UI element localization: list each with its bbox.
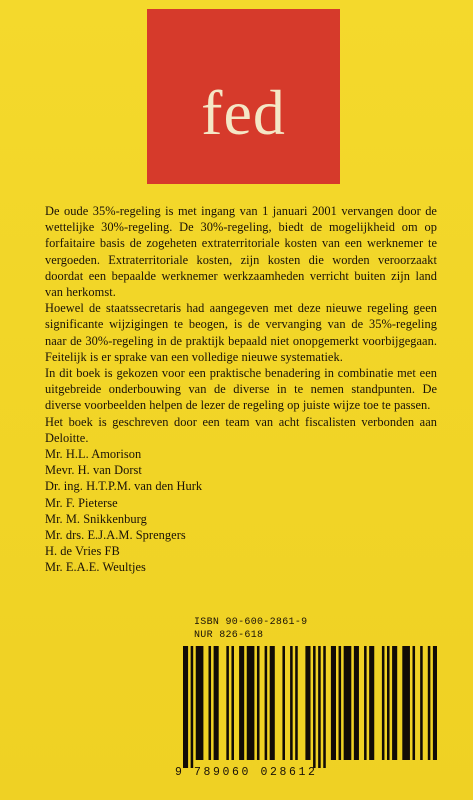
barcode-bar <box>305 646 310 760</box>
barcode-bar <box>344 646 352 760</box>
barcode-bar <box>247 646 255 760</box>
author-name: Dr. ing. H.T.P.M. van den Hurk <box>45 479 203 494</box>
barcode-number: 9 789060 028612 <box>175 766 318 779</box>
nur-code: NUR 826-618 <box>194 630 264 641</box>
barcode-bar <box>209 646 212 760</box>
barcode-bar <box>331 646 336 760</box>
barcode-bar <box>354 646 359 760</box>
barcode-bar <box>239 646 244 760</box>
barcode-bar <box>196 646 204 760</box>
barcode-bar <box>183 646 188 768</box>
barcode-bar <box>231 646 234 760</box>
barcode-bars <box>175 646 437 768</box>
paragraph-4: Het boek is geschreven door een team van acht fiscalisten verbonden aan Deloitte. <box>45 414 437 445</box>
barcode-bar <box>282 646 285 760</box>
isbn-number: ISBN 90-600-2861-9 <box>194 617 308 628</box>
barcode-bar <box>318 646 321 768</box>
barcode-bar <box>420 646 423 760</box>
author-name: Mr. H.L. Amorison <box>45 447 142 462</box>
author-list <box>45 446 437 576</box>
paragraph-1: De oude 35%-regeling is met ingang van 1 januari 2001 vervangen door de wettelijke 30%-regeling. De 30%-regeling, biedt de mogelijkheid om op forfaitaire basis de zogeheten extraterritoriale kosten van een werknemer te vergoeden. Extraterritoriale kosten, zijn kosten die worden veroorzaakt doordat een bepaalde werknemer werkzaamheden verricht buiten zijn land van herkomst. <box>45 204 437 300</box>
barcode-bar <box>339 646 342 760</box>
author-name: H. de Vries FB <box>45 544 120 559</box>
barcode-bar <box>313 646 316 768</box>
barcode-bar <box>226 646 229 760</box>
barcode-bar <box>323 646 326 768</box>
paragraph-3: In dit boek is gekozen voor een praktische benadering in combinatie met een uitgebreide onderbouwing van de diverse in te nemen standpunten. De diverse voorbeelden helpen de lezer de regeling op juiste wijze toe te passen. <box>45 366 437 413</box>
barcode-bar <box>402 646 410 760</box>
barcode-bar <box>428 646 431 760</box>
logo-text: fed <box>201 77 286 148</box>
barcode-bar <box>364 646 367 760</box>
publisher-logo <box>147 9 340 184</box>
author-name: Mr. F. Pieterse <box>45 495 118 510</box>
barcode-bar <box>369 646 374 760</box>
barcode-bar <box>214 646 219 760</box>
barcode-bar <box>290 646 293 760</box>
barcode-bar <box>270 646 275 760</box>
author-name: Mr. E.A.E. Weultjes <box>45 560 146 575</box>
author-name: Mr. drs. E.J.A.M. Sprengers <box>45 528 186 543</box>
barcode-bar <box>382 646 385 760</box>
barcode-bar <box>392 646 397 760</box>
barcode-bar <box>265 646 268 760</box>
barcode-bar <box>413 646 416 760</box>
description-text <box>45 203 437 576</box>
barcode-bar <box>387 646 390 760</box>
paragraph-2: Hoewel de staatssecretaris had aangegeven met deze nieuwe regeling geen significante wijzigingen te beogen, is de vervanging van de 35%-regeling naar de 30%-regeling in de praktijk bepaald niet onopgemerkt voorbijgegaan. Feitelijk is er sprake van een volledige nieuwe systematiek. <box>45 301 437 364</box>
barcode <box>175 646 437 780</box>
isbn-block <box>194 616 434 642</box>
barcode-bar <box>295 646 298 760</box>
author-name: Mr. M. Snikkenburg <box>45 511 147 526</box>
barcode-bar <box>433 646 437 760</box>
author-name: Mevr. H. van Dorst <box>45 463 142 478</box>
barcode-bar <box>191 646 194 768</box>
barcode-bar <box>257 646 260 760</box>
